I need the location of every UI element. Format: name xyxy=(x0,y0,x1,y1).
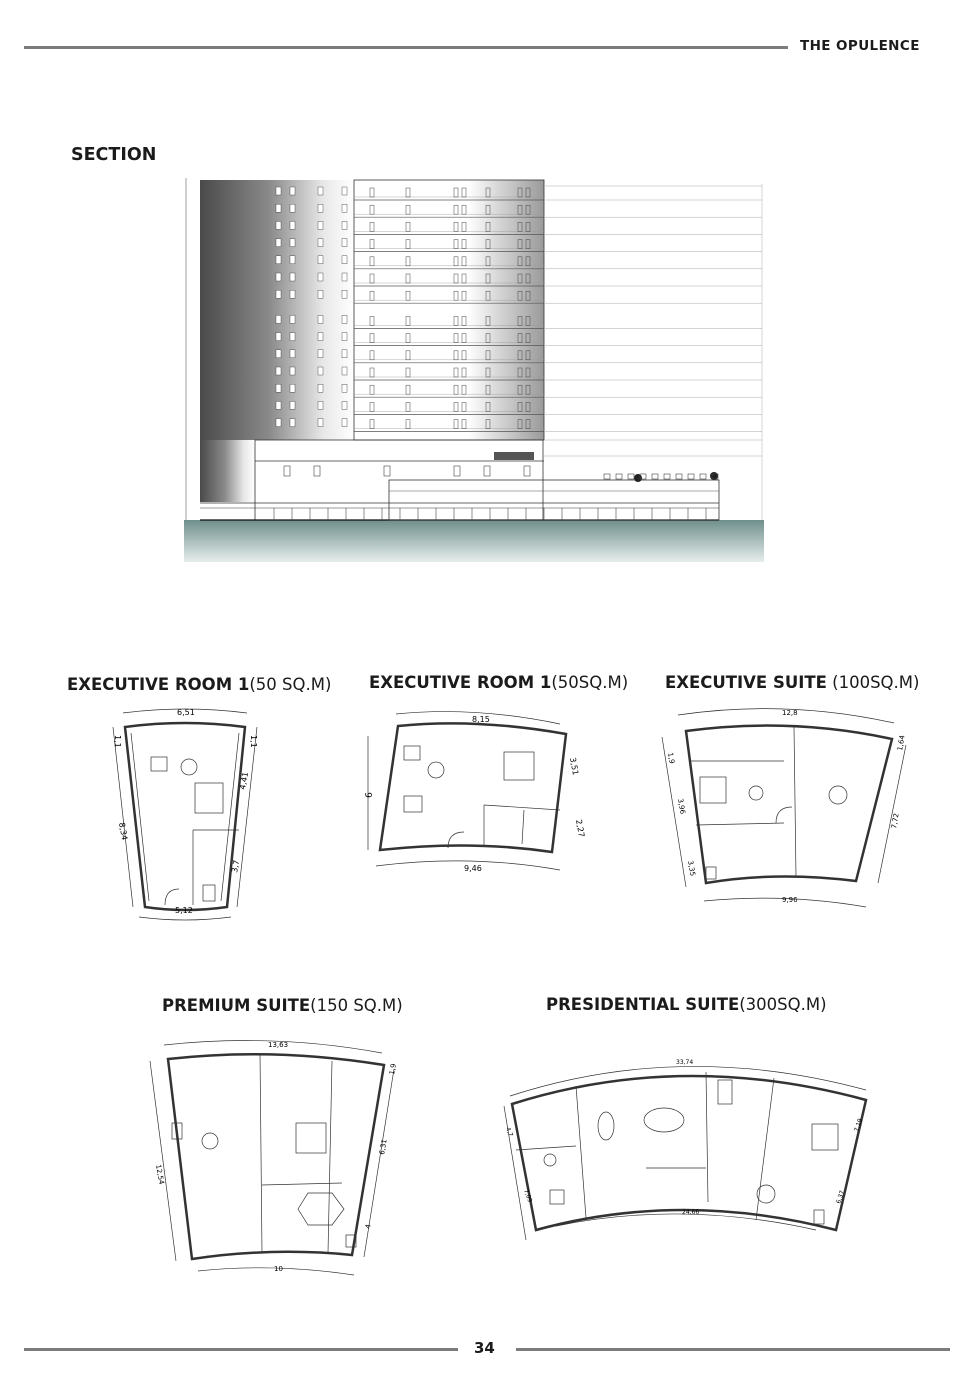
dim-label: 9,46 xyxy=(464,864,482,873)
plan-title-premium-suite: PREMIUM SUITE(150 SQ.M) xyxy=(162,996,403,1015)
dim-label: 8,15 xyxy=(472,715,490,724)
dim-label: 1,9 xyxy=(666,751,676,765)
building-section-drawing xyxy=(184,178,764,563)
dim-label: 10 xyxy=(274,1265,283,1273)
dim-label: 9,96 xyxy=(782,896,798,904)
document-title: THE OPULENCE xyxy=(800,38,920,54)
dim-label: 3,51 xyxy=(568,756,580,776)
dim-label: 8,34 xyxy=(117,821,129,841)
floor-plan-executive-suite xyxy=(656,703,918,918)
dim-label: 4,41 xyxy=(238,771,251,791)
dim-label: 3,35 xyxy=(686,859,697,877)
dim-label: 33,74 xyxy=(676,1059,694,1066)
dim-label: 24,66 xyxy=(682,1209,700,1216)
floor-plan-executive-room-a xyxy=(105,705,270,927)
dim-label: 1,64 xyxy=(896,734,907,752)
dim-label: 1,1 xyxy=(249,735,258,748)
dim-label: 1,1 xyxy=(113,735,122,748)
dim-label: 4,7 xyxy=(504,1126,514,1138)
dim-label: 6,31 xyxy=(378,1138,389,1156)
plan-title-presidential-suite: PRESIDENTIAL SUITE(300SQ.M) xyxy=(546,995,827,1014)
page-number: 34 xyxy=(474,1339,495,1357)
dim-label: 7,19 xyxy=(853,1117,865,1133)
floor-plan-presidential-suite xyxy=(496,1050,886,1250)
dim-label: 12,8 xyxy=(782,709,798,717)
dim-label: 13,63 xyxy=(268,1041,289,1049)
dim-label: 7,09 xyxy=(522,1188,534,1204)
plan-title-executive-room-a: EXECUTIVE ROOM 1(50 SQ.M) xyxy=(67,675,332,694)
dim-label: 2,27 xyxy=(574,818,586,838)
dim-label: 5,12 xyxy=(175,906,193,915)
dim-label: 3,96 xyxy=(676,797,687,815)
dim-label: 4 xyxy=(364,1223,373,1230)
dim-label: 6,37 xyxy=(835,1189,847,1205)
dim-label: 6,51 xyxy=(177,708,195,717)
dim-label: 1,9 xyxy=(388,1062,398,1076)
dim-label: 12,54 xyxy=(154,1163,166,1186)
plan-title-executive-suite: EXECUTIVE SUITE (100SQ.M) xyxy=(665,673,920,692)
dim-label: 3,7 xyxy=(230,859,242,874)
header-rule xyxy=(24,46,788,49)
floor-plan-premium-suite xyxy=(132,1035,412,1285)
footer-rule-left xyxy=(24,1348,458,1351)
dim-label: 6 xyxy=(364,792,375,799)
plan-title-executive-room-b: EXECUTIVE ROOM 1(50SQ.M) xyxy=(369,673,629,692)
dim-label: 7,72 xyxy=(890,812,901,830)
floor-plan-executive-room-b xyxy=(364,710,594,880)
footer-rule-right xyxy=(516,1348,950,1351)
section-heading: SECTION xyxy=(71,145,157,165)
